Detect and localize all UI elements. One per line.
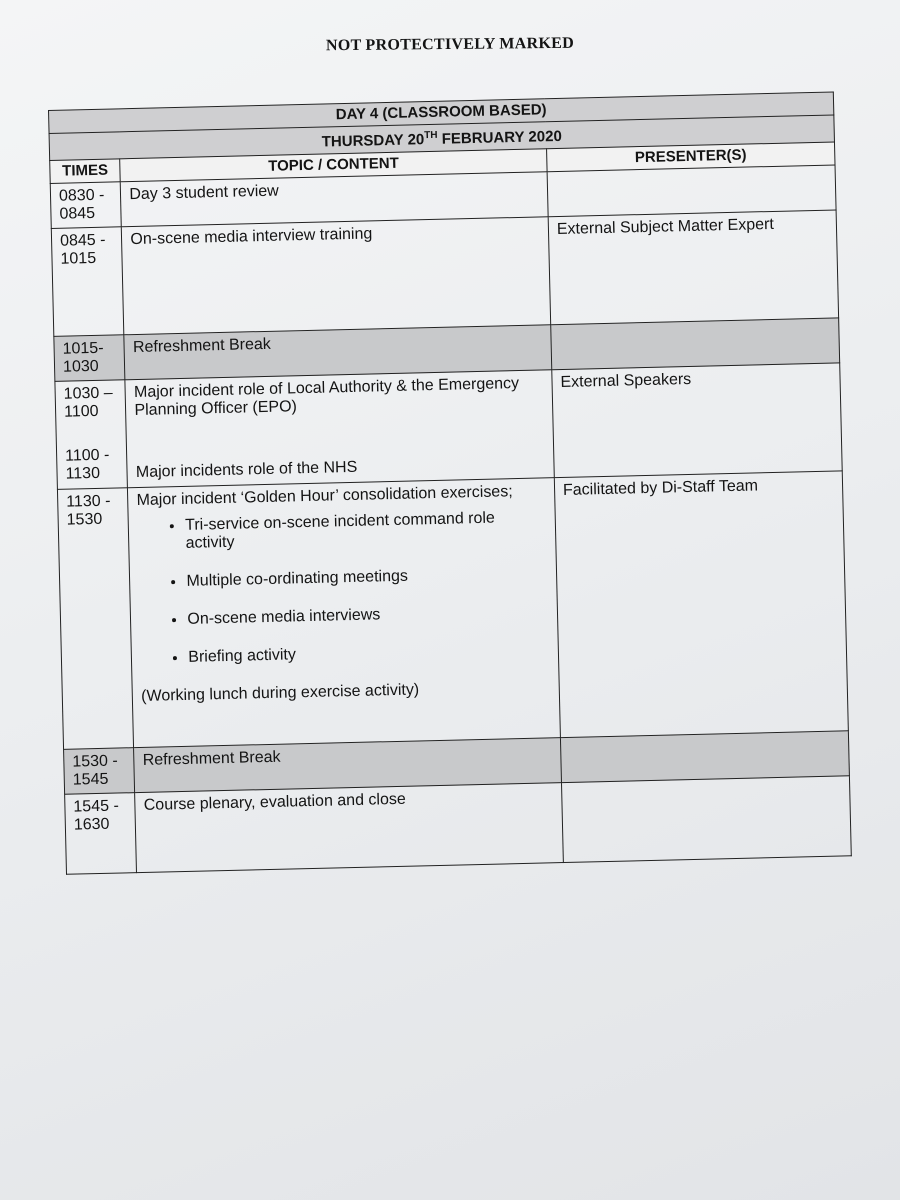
row-presenter: [547, 165, 836, 217]
schedule-sheet: [48, 91, 852, 874]
list-item: • Multiple co-ordinating meetings: [186, 564, 548, 591]
table-row: [57, 471, 848, 749]
list-item: • On-scene media interviews: [187, 602, 549, 629]
row-presenter: External Speakers: [552, 363, 843, 478]
schedule-table: [48, 91, 852, 874]
list-item: • Briefing activity: [188, 640, 550, 667]
row-presenter: [551, 318, 840, 370]
exercise-list: [137, 508, 550, 668]
topic-header: TOPIC / CONTENT: [120, 149, 547, 182]
row-presenter: Facilitated by Di-Staff Team: [554, 471, 848, 738]
row-time: 1015- 1030: [54, 335, 125, 382]
protective-marking: NOT PROTECTIVELY MARKED: [325, 34, 575, 55]
row-presenter: [561, 776, 851, 863]
row-topic-second: Major incidents role of the NHS: [135, 458, 358, 482]
table-row: [55, 363, 842, 489]
row-presenter: [560, 731, 849, 783]
row-topic: On-scene media interview training: [122, 217, 551, 335]
row-topic: Course plenary, evaluation and close: [135, 783, 563, 873]
row-time: 0845 - 1015: [51, 227, 124, 337]
row-time: 1130 - 1530: [57, 488, 133, 750]
lunch-note: (Working lunch during exercise activity): [141, 681, 420, 705]
presenters-header: PRESENTER(S): [546, 142, 835, 172]
row-topic: Major incident role of Local Authority & the Emergency Planning Officer (EPO): [133, 374, 520, 420]
list-item: • Tri-service on-scene incident command role activity: [185, 508, 547, 553]
row-time: 1530 - 1545: [64, 748, 135, 795]
row-time: 1545 - 1630: [65, 793, 137, 875]
row-topic-cell: [128, 478, 561, 748]
table-row: [51, 210, 838, 336]
row-time: 0830 - 0845: [50, 182, 121, 229]
row-topic: Major incident ‘Golden Hour’ consolidation exercises;: [136, 483, 513, 510]
row-topic: Day 3 student review: [121, 172, 549, 227]
row-topic: Refreshment Break: [124, 325, 552, 380]
row-topic-cell: [125, 370, 554, 488]
row-topic: Refreshment Break: [134, 738, 562, 793]
row-time-cell: [55, 380, 128, 490]
day-title: DAY 4 (CLASSROOM BASED): [49, 92, 834, 133]
table-row: [65, 776, 852, 874]
row-presenter: External Subject Matter Expert: [548, 210, 839, 325]
times-header: TIMES: [50, 159, 121, 184]
row-time: 1030 – 1100: [63, 384, 113, 421]
row-time-second: 1100 - 1130: [64, 446, 110, 483]
date-line: THURSDAY 20TH FEBRUARY 2020: [49, 115, 834, 160]
